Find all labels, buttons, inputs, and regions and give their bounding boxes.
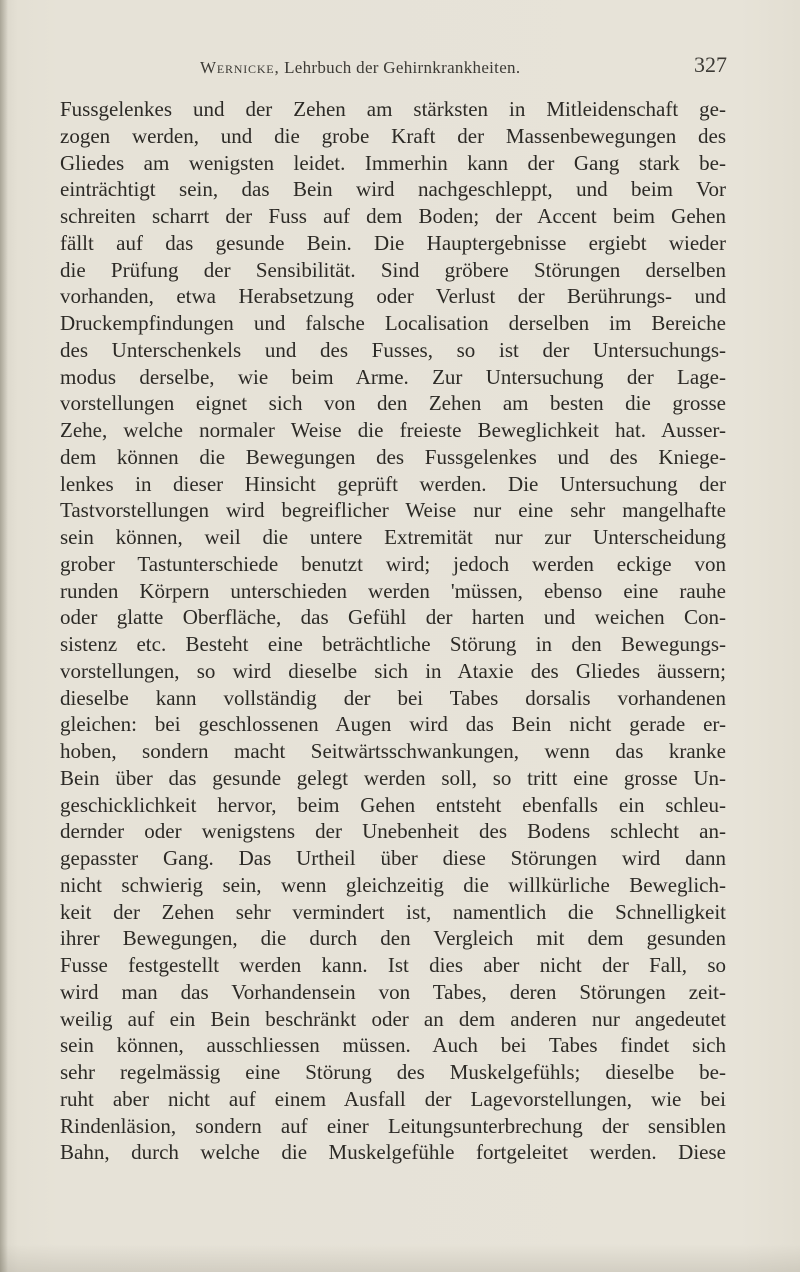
text-line: geschicklichkeit hervor, beim Gehen entsteht ebenfalls ein schleu- xyxy=(60,792,726,817)
text-line: modus derselbe, wie beim Arme. Zur Untersuchung der Lage- xyxy=(60,364,726,389)
running-head-title: Lehrbuch der Gehirnkrankheiten. xyxy=(284,58,521,77)
text-line: vorhanden, etwa Herabsetzung oder Verlust der Berührungs- und xyxy=(60,284,726,309)
text-line: nicht schwierig sein, wenn gleichzeitig die willkürliche Beweglich- xyxy=(60,872,726,897)
text-line: fällt auf das gesunde Bein. Die Hauptergebnisse ergiebt wieder xyxy=(60,230,726,255)
text-line: gleichen: bei geschlossenen Augen wird das Bein nicht gerade er- xyxy=(60,712,726,737)
text-line: Zehe, welche normaler Weise die freieste Beweglichkeit hat. Ausser- xyxy=(60,418,726,442)
text-line: vorstellungen eignet sich von den Zehen am besten die grosse xyxy=(60,391,726,416)
text-line: Rindenläsion, sondern auf einer Leitungsunterbrechung der sensiblen xyxy=(60,1113,726,1138)
text-line: sistenz etc. Besteht eine beträchtliche Störung in den Bewegungs- xyxy=(60,632,726,656)
text-line: zogen werden, und die grobe Kraft der Massenbewegungen des xyxy=(60,123,726,148)
page-binding-edge xyxy=(0,0,8,1272)
text-line: wird man das Vorhandensein von Tabes, deren Störungen zeit- xyxy=(60,979,726,1004)
page-number: 327 xyxy=(694,52,727,77)
text-line: dieselbe kann vollständig der bei Tabes dorsalis vorhandenen xyxy=(60,685,726,710)
text-line: Tastvorstellungen wird begreiflicher Weise nur eine sehr mangelhafte xyxy=(60,498,726,523)
text-line: gepasster Gang. Das Urtheil über diese Störungen wird dann xyxy=(60,846,726,870)
text-line: dem können die Bewegungen des Fussgelenkes und des Kniege- xyxy=(60,444,726,469)
text-line: keit der Zehen sehr vermindert ist, namentlich die Schnelligkeit xyxy=(60,899,726,924)
text-line: sein können, weil die untere Extremität nur zur Unterscheidung xyxy=(60,525,726,549)
text-line: Fussgelenkes und der Zehen am stärksten in Mitleidenschaft ge- xyxy=(60,97,726,121)
text-line: sehr regelmässig eine Störung des Muskelgefühls; dieselbe be- xyxy=(60,1060,726,1084)
text-line: Gliedes am wenigsten leidet. Immerhin kann der Gang stark be- xyxy=(60,150,726,175)
text-line: Bahn, durch welche die Muskelgefühle fortgeleitet werden. Diese xyxy=(60,1140,726,1165)
body-text xyxy=(60,96,726,1166)
text-line: dernder oder wenigstens der Unebenheit des Bodens schlecht an- xyxy=(60,819,726,844)
text-line: lenkes in dieser Hinsicht geprüft werden. Die Untersuchung der xyxy=(60,471,726,496)
text-line: sein können, ausschliessen müssen. Auch bei Tabes findet sich xyxy=(60,1033,726,1058)
page-bottom-shadow xyxy=(0,1244,800,1272)
text-line: ruht aber nicht auf einem Ausfall der Lagevorstellungen, wie bei xyxy=(60,1086,726,1111)
text-line: die Prüfung der Sensibilität. Sind gröbere Störungen derselben xyxy=(60,257,726,282)
running-head-author: Wernicke, xyxy=(200,58,280,77)
text-line: vorstellungen, so wird dieselbe sich in Ataxie des Gliedes äussern; xyxy=(60,658,726,683)
text-line: ihrer Bewegungen, die durch den Vergleich mit dem gesunden xyxy=(60,926,726,951)
running-head xyxy=(200,58,575,78)
text-line: weilig auf ein Bein beschränkt oder an dem anderen nur angedeutet xyxy=(60,1006,726,1031)
text-line: runden Körpern unterschieden werden 'müssen, ebenso eine rauhe xyxy=(60,578,726,603)
text-line: Fusse festgestellt werden kann. Ist dies aber nicht der Fall, so xyxy=(60,953,726,977)
text-line: grober Tastunterschiede benutzt wird; jedoch werden eckige von xyxy=(60,551,726,576)
text-line: des Unterschenkels und des Fusses, so ist der Untersuchungs- xyxy=(60,337,726,362)
text-line: schreiten scharrt der Fuss auf dem Boden; der Accent beim Gehen xyxy=(60,204,726,228)
text-line: oder glatte Oberfläche, das Gefühl der harten und weichen Con- xyxy=(60,605,726,630)
text-line: hoben, sondern macht Seitwärtsschwankungen, wenn das kranke xyxy=(60,739,726,763)
text-line: Bein über das gesunde gelegt werden soll, so tritt eine grosse Un- xyxy=(60,765,726,790)
text-line: einträchtigt sein, das Bein wird nachgeschleppt, und beim Vor xyxy=(60,177,726,202)
text-line: Druckempfindungen und falsche Localisation derselben im Bereiche xyxy=(60,311,726,335)
